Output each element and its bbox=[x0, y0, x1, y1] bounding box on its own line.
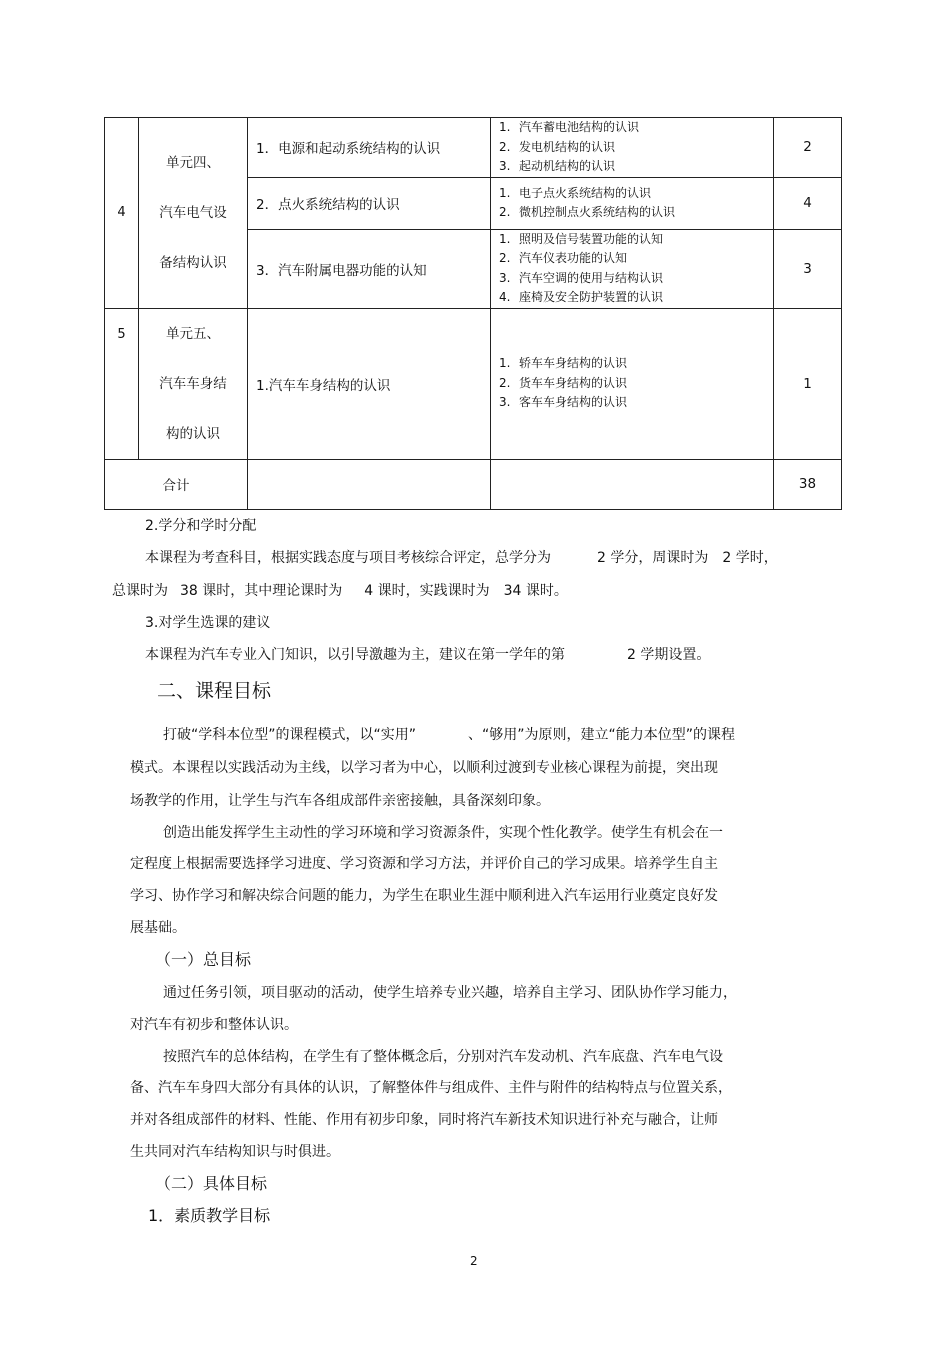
list-item: 1. 电子点火系统结构的认识 bbox=[499, 185, 652, 200]
paragraph-line: 对汽车有初步和整体认识。 bbox=[130, 1017, 298, 1033]
heading-overall-goal: （一）总目标 bbox=[155, 950, 252, 969]
paragraph-line: 备、汽车车身四大部分有具体的认识，了解整体件与组成件、主件与附件的结构特点与位置关系， bbox=[130, 1080, 732, 1096]
topic-cell: 3．汽车附属电器功能的认知 bbox=[248, 229, 491, 308]
hours-cell: 4 bbox=[774, 177, 842, 229]
row-number: 4 bbox=[105, 118, 139, 309]
paragraph-line: 本课程为考查科目，根据实践态度与项目考核综合评定，总学分为 2 学分，周课时为 2 学时， bbox=[145, 550, 778, 566]
unit-name: 单元五、 汽车车身结 构的认识 bbox=[139, 308, 248, 459]
topic-cell: 2．点火系统结构的认识 bbox=[248, 177, 491, 229]
list-item: 4. 座椅及安全防护装置的认识 bbox=[499, 290, 664, 304]
total-hours: 38 bbox=[774, 459, 842, 509]
paragraph-line: 并对各组成部件的材料、性能、作用有初步印象，同时将汽车新技术知识进行补充与融合，让师 bbox=[130, 1112, 718, 1128]
paragraph-line: 按照汽车的总体结构，在学生有了整体概念后，分别对汽车发动机、汽车底盘、汽车电气设 bbox=[163, 1049, 723, 1065]
list-item: 2. 微机控制点火系统结构的认识 bbox=[499, 205, 676, 219]
list-item: 2. 货车车身结构的认识 bbox=[499, 375, 628, 390]
items-cell bbox=[491, 229, 774, 308]
unit-name: 单元四、 汽车电气设 备结构认识 bbox=[139, 118, 248, 309]
course-hours-table bbox=[104, 117, 842, 510]
total-label: 合计 bbox=[105, 459, 248, 509]
paragraph-line: 通过任务引领，项目驱动的活动，使学生培养专业兴趣，培养自主学习、团队协作学习能力， bbox=[163, 985, 737, 1001]
paragraph-line: 打破“学科本位型”的课程模式，以“实用” 、“够用”为原则，建立“能力本位型”的课程 bbox=[163, 727, 736, 743]
row-number: 5 bbox=[105, 308, 139, 459]
paragraph-line: 场教学的作用，让学生与汽车各组成部件亲密接触，具备深刻印象。 bbox=[130, 793, 550, 809]
hours-cell: 2 bbox=[774, 118, 842, 178]
list-item: 3. 起动机结构的认识 bbox=[499, 159, 616, 173]
paragraph-line: 展基础。 bbox=[130, 920, 186, 936]
heading-course-goals: 二、课程目标 bbox=[157, 680, 272, 702]
section-title-advice: 3.对学生选课的建议 bbox=[145, 615, 271, 631]
paragraph-line: 学习、协作学习和解决综合问题的能力，为学生在职业生涯中顺利进入汽车运用行业奠定良好发 bbox=[130, 888, 718, 904]
list-item: 1. 照明及信号装置功能的认知 bbox=[499, 231, 664, 246]
list-item: 2. 汽车仪表功能的认知 bbox=[499, 251, 628, 265]
paragraph-line: 定程度上根据需要选择学习进度、学习资源和学习方法，并评价自己的学习成果。培养学生自主 bbox=[130, 856, 718, 872]
items-cell bbox=[491, 308, 774, 459]
paragraph-line: 模式。本课程以实践活动为主线，以学习者为中心，以顺利过渡到专业核心课程为前提，突出现 bbox=[130, 760, 718, 776]
hours-cell: 1 bbox=[774, 308, 842, 459]
list-item: 1. 汽车蓄电池结构的认识 bbox=[499, 120, 640, 134]
section-title-credits: 2.学分和学时分配 bbox=[145, 518, 257, 534]
topic-cell: 1．电源和起动系统结构的认识 bbox=[248, 118, 491, 178]
paragraph-line: 生共同对汽车结构知识与时俱进。 bbox=[130, 1144, 340, 1160]
table-row bbox=[105, 118, 842, 178]
paragraph-line: 本课程为汽车专业入门知识，以引导激趣为主，建议在第一学年的第 2 学期设置。 bbox=[145, 647, 711, 663]
heading-specific-goals: （二）具体目标 bbox=[155, 1174, 268, 1193]
items-cell bbox=[491, 177, 774, 229]
list-item: 3. 汽车空调的使用与结构认识 bbox=[499, 270, 664, 285]
total-row bbox=[105, 459, 842, 509]
list-item: 2. 发电机结构的认识 bbox=[499, 139, 616, 154]
paragraph-line: 创造出能发挥学生主动性的学习环境和学习资源条件，实现个性化教学。使学生有机会在一 bbox=[163, 825, 723, 841]
paragraph-line: 总课时为 38 课时，其中理论课时为 4 课时，实践课时为 34 课时。 bbox=[112, 583, 568, 599]
heading-quality-goals: 1．素质教学目标 bbox=[148, 1206, 271, 1225]
list-item: 1. 轿车车身结构的认识 bbox=[499, 356, 628, 371]
empty-cell bbox=[248, 459, 491, 509]
list-item: 3. 客车车身结构的认识 bbox=[499, 395, 628, 410]
hours-cell: 3 bbox=[774, 229, 842, 308]
topic-cell: 1.汽车车身结构的认识 bbox=[248, 308, 491, 459]
empty-cell bbox=[491, 459, 774, 509]
table-row bbox=[105, 308, 842, 459]
page-number: 2 bbox=[470, 1254, 478, 1268]
items-cell bbox=[491, 118, 774, 178]
